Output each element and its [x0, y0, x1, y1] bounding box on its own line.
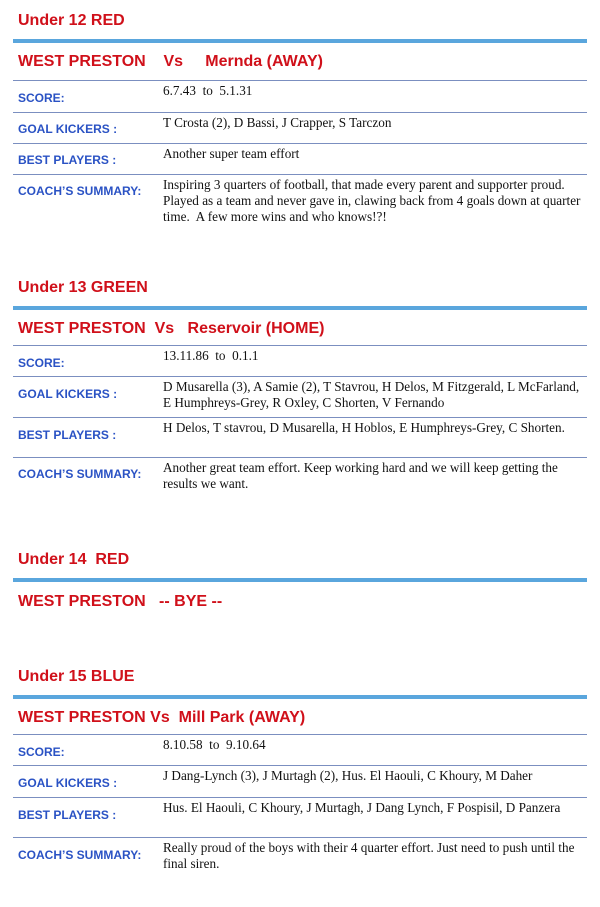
- match-title: WEST PRESTON Vs Mill Park (AWAY): [18, 709, 306, 726]
- section-divider: [13, 39, 587, 43]
- row-divider: [13, 174, 587, 175]
- score-value: 8.10.58 to 9.10.64: [163, 737, 266, 752]
- section-title: Under 14 RED: [18, 551, 130, 568]
- score-label: SCORE:: [18, 356, 65, 370]
- row-divider: [13, 837, 587, 838]
- coach-summary-value: Another great team effort. Keep working hard and we will keep getting the results we want.: [163, 460, 562, 491]
- coach-summary-value: Inspiring 3 quarters of football, that made every parent and supporter proud. Played as a team and never gave in, clawing back from 4 goals down at quarter time. A few more wins and who knows!?!: [163, 177, 584, 224]
- score-value: 13.11.86 to 0.1.1: [163, 348, 259, 363]
- section-title: Under 12 RED: [18, 12, 125, 29]
- goal-kickers-value: D Musarella (3), A Samie (2), T Stavrou, H Delos, M Fitzgerald, L McFarland, E Humphreys-Grey, R Oxley, C Shorten, V Fernando: [163, 379, 583, 410]
- row-divider: [13, 797, 587, 798]
- row-divider: [13, 80, 587, 81]
- score-value: 6.7.43 to 5.1.31: [163, 83, 253, 98]
- row-divider: [13, 765, 587, 766]
- goal-kickers-label: GOAL KICKERS :: [18, 122, 118, 136]
- goal-kickers-value: J Dang-Lynch (3), J Murtagh (2), Hus. El Haouli, C Khoury, M Daher: [163, 768, 533, 783]
- goal-kickers-label: GOAL KICKERS :: [18, 387, 118, 401]
- score-label: SCORE:: [18, 91, 65, 105]
- row-divider: [13, 143, 587, 144]
- match-title: WEST PRESTON Vs Mernda (AWAY): [18, 53, 323, 70]
- section-divider: [13, 578, 587, 582]
- match-title: WEST PRESTON -- BYE --: [18, 593, 223, 610]
- section-divider: [13, 306, 587, 310]
- row-divider: [13, 417, 587, 418]
- coach-summary-label: COACH’S SUMMARY:: [18, 467, 142, 481]
- section-title: Under 13 GREEN: [18, 279, 148, 296]
- row-divider: [13, 112, 587, 113]
- best-players-value: Another super team effort: [163, 146, 300, 161]
- row-divider: [13, 734, 587, 735]
- goal-kickers-value: T Crosta (2), D Bassi, J Crapper, S Tarczon: [163, 115, 392, 130]
- row-divider: [13, 345, 587, 346]
- coach-summary-label: COACH’S SUMMARY:: [18, 848, 142, 862]
- best-players-value: Hus. El Haouli, C Khoury, J Murtagh, J Dang Lynch, F Pospisil, D Panzera: [163, 800, 561, 815]
- coach-summary-label: COACH’S SUMMARY:: [18, 184, 142, 198]
- goal-kickers-label: GOAL KICKERS :: [18, 776, 118, 790]
- score-label: SCORE:: [18, 745, 65, 759]
- best-players-label: BEST PLAYERS :: [18, 808, 117, 822]
- match-title: WEST PRESTON Vs Reservoir (HOME): [18, 320, 325, 337]
- best-players-label: BEST PLAYERS :: [18, 153, 117, 167]
- coach-summary-value: Really proud of the boys with their 4 quarter effort. Just need to push until the final siren.: [163, 840, 578, 871]
- best-players-label: BEST PLAYERS :: [18, 428, 117, 442]
- row-divider: [13, 376, 587, 377]
- section-divider: [13, 695, 587, 699]
- best-players-value: H Delos, T stavrou, D Musarella, H Hoblos, E Humphreys-Grey, C Shorten.: [163, 420, 565, 435]
- section-title: Under 15 BLUE: [18, 668, 135, 685]
- row-divider: [13, 457, 587, 458]
